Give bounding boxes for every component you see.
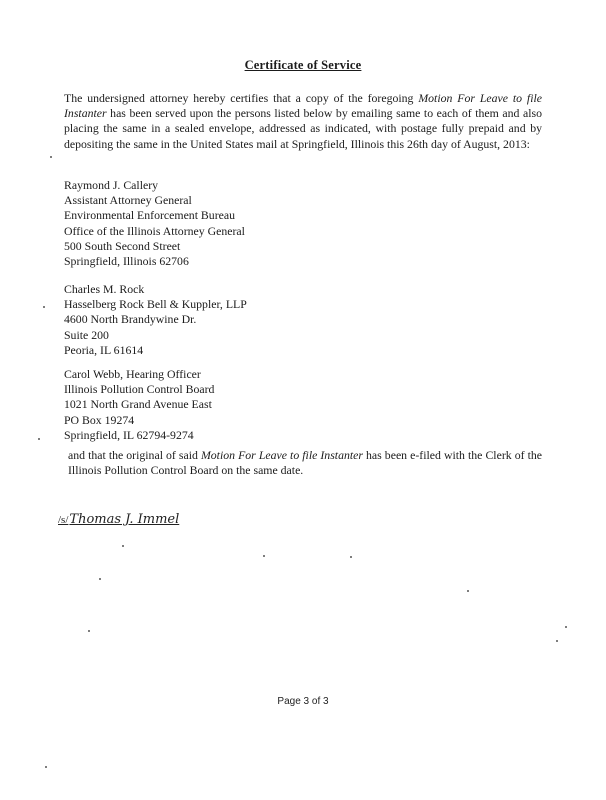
- scan-speck: [263, 555, 265, 557]
- signature: [58, 512, 179, 527]
- filing-text-end: has been e-filed with the Clerk of the Illinois Pollution Control Board on the same date.: [68, 448, 542, 478]
- recipient-board: Illinois Pollution Control Board: [64, 382, 215, 397]
- scan-speck: [45, 766, 47, 768]
- certification-paragraph: [64, 91, 542, 152]
- scan-speck: [88, 630, 90, 632]
- scan-speck: [350, 556, 352, 558]
- scan-speck: [38, 438, 40, 440]
- scan-speck: [556, 640, 558, 642]
- recipient-street: 1021 North Grand Avenue East: [64, 397, 212, 412]
- document-title: Certificate of Service: [244, 58, 362, 72]
- recipient-city: Peoria, IL 61614: [64, 342, 144, 357]
- scan-speck: [50, 156, 52, 158]
- recipient-block-callery: [64, 178, 245, 269]
- certification-text-start: The undersigned attorney hereby certifies that a copy of the foregoing: [64, 91, 419, 105]
- recipient-city: Springfield, IL 62794-9274: [64, 427, 194, 442]
- recipient-name: Charles M. Rock: [64, 282, 145, 296]
- recipient-block-rock: [64, 282, 247, 358]
- filing-paragraph: [68, 448, 542, 478]
- recipient-street: 500 South Second Street: [64, 238, 181, 253]
- motion-title: Motion For Leave to file Instanter: [64, 91, 542, 121]
- filing-text-start: and that the original of said: [68, 448, 201, 462]
- recipient-city: Springfield, Illinois 62706: [64, 254, 189, 269]
- page-number: Page 3 of 3: [277, 696, 329, 707]
- scan-speck: [99, 578, 101, 580]
- recipient-firm: Hasselberg Rock Bell & Kuppler, LLP: [64, 297, 247, 312]
- recipient-po-box: PO Box 19274: [64, 412, 135, 427]
- recipient-title: Assistant Attorney General: [64, 193, 192, 208]
- scan-speck: [43, 306, 45, 308]
- recipient-street: 4600 North Brandywine Dr.: [64, 312, 197, 327]
- recipient-suite: Suite 200: [64, 327, 109, 342]
- scan-speck: [467, 590, 469, 592]
- recipient-bureau: Environmental Enforcement Bureau: [64, 208, 235, 223]
- signature-prefix: /s/: [58, 514, 69, 526]
- scan-speck: [565, 626, 567, 628]
- recipient-block-webb: [64, 367, 214, 443]
- recipient-name: Carol Webb, Hearing Officer: [64, 367, 201, 381]
- signature-name: Thomas J. Immel: [69, 512, 180, 527]
- scan-speck: [122, 545, 124, 547]
- motion-title: Motion For Leave to file Instanter: [200, 448, 363, 462]
- recipient-office: Office of the Illinois Attorney General: [64, 223, 245, 238]
- recipient-name: Raymond J. Callery: [64, 178, 159, 192]
- certification-text-end: has been served upon the persons listed below by emailing same to each of them and also placing the same in a sealed envelope, addressed as indicated, with postage fully prepaid and by depositing the same in the United States mail at Springfield, Illinois this 26th day of August, 2013:: [64, 106, 542, 151]
